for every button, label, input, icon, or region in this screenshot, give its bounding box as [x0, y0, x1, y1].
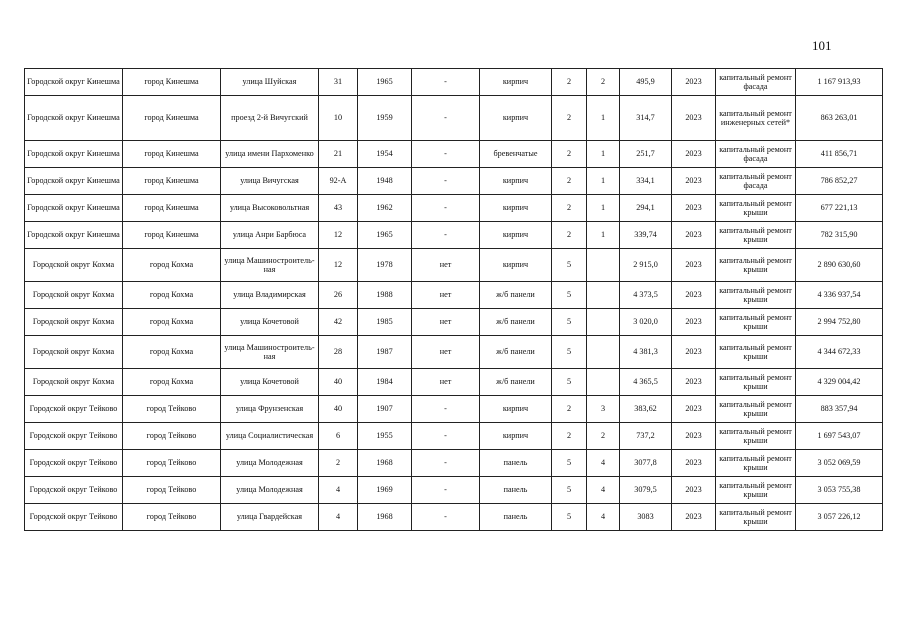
entrances-cell: 2	[587, 69, 620, 96]
city-cell: город Кинешма	[123, 222, 221, 249]
build-year-cell: 1954	[358, 141, 412, 168]
city-cell: город Кохма	[123, 336, 221, 369]
area-cell: 3077,8	[620, 450, 672, 477]
house-number-cell: 21	[319, 141, 358, 168]
flag-cell: -	[412, 195, 480, 222]
table-row	[25, 69, 883, 96]
street-cell: улица Машиностроитель-ная	[221, 249, 319, 282]
wall-material-cell: бревенчатые	[480, 141, 552, 168]
cost-cell: 863 263,01	[796, 96, 883, 141]
plan-year-cell: 2023	[672, 504, 716, 531]
street-cell: улица имени Пархоменко	[221, 141, 319, 168]
entrances-cell: 4	[587, 450, 620, 477]
house-number-cell: 6	[319, 423, 358, 450]
build-year-cell: 1987	[358, 336, 412, 369]
cost-cell: 4 329 004,42	[796, 369, 883, 396]
build-year-cell: 1968	[358, 450, 412, 477]
street-cell: улица Молодежная	[221, 450, 319, 477]
house-number-cell: 26	[319, 282, 358, 309]
table-row	[25, 450, 883, 477]
district-cell: Городской округ Тейково	[25, 504, 123, 531]
table-row	[25, 504, 883, 531]
plan-year-cell: 2023	[672, 96, 716, 141]
table-row	[25, 96, 883, 141]
floors-cell: 5	[552, 450, 587, 477]
flag-cell: нет	[412, 369, 480, 396]
plan-year-cell: 2023	[672, 450, 716, 477]
wall-material-cell: панель	[480, 504, 552, 531]
floors-cell: 5	[552, 477, 587, 504]
flag-cell: -	[412, 96, 480, 141]
table-row	[25, 336, 883, 369]
work-type-cell: капитальный ремонт фасада	[716, 69, 796, 96]
flag-cell: -	[412, 141, 480, 168]
area-cell: 4 373,5	[620, 282, 672, 309]
district-cell: Городской округ Кинешма	[25, 141, 123, 168]
street-cell: улица Молодежная	[221, 477, 319, 504]
build-year-cell: 1907	[358, 396, 412, 423]
district-cell: Городской округ Кохма	[25, 369, 123, 396]
table-row	[25, 282, 883, 309]
wall-material-cell: кирпич	[480, 195, 552, 222]
floors-cell: 2	[552, 96, 587, 141]
cost-cell: 883 357,94	[796, 396, 883, 423]
area-cell: 495,9	[620, 69, 672, 96]
area-cell: 3 020,0	[620, 309, 672, 336]
build-year-cell: 1965	[358, 222, 412, 249]
street-cell: улица Машиностроитель-ная	[221, 336, 319, 369]
plan-year-cell: 2023	[672, 477, 716, 504]
entrances-cell: 1	[587, 141, 620, 168]
flag-cell: нет	[412, 249, 480, 282]
entrances-cell	[587, 282, 620, 309]
table-row	[25, 309, 883, 336]
district-cell: Городской округ Кинешма	[25, 168, 123, 195]
house-number-cell: 4	[319, 504, 358, 531]
build-year-cell: 1968	[358, 504, 412, 531]
build-year-cell: 1948	[358, 168, 412, 195]
wall-material-cell: кирпич	[480, 249, 552, 282]
district-cell: Городской округ Кинешма	[25, 195, 123, 222]
city-cell: город Тейково	[123, 477, 221, 504]
entrances-cell	[587, 249, 620, 282]
plan-year-cell: 2023	[672, 423, 716, 450]
street-cell: улица Кочетовой	[221, 309, 319, 336]
street-cell: улица Шуйская	[221, 69, 319, 96]
house-number-cell: 12	[319, 222, 358, 249]
floors-cell: 5	[552, 369, 587, 396]
flag-cell: -	[412, 222, 480, 249]
city-cell: город Кинешма	[123, 195, 221, 222]
cost-cell: 786 852,27	[796, 168, 883, 195]
house-number-cell: 2	[319, 450, 358, 477]
plan-year-cell: 2023	[672, 309, 716, 336]
district-cell: Городской округ Кохма	[25, 336, 123, 369]
house-number-cell: 42	[319, 309, 358, 336]
build-year-cell: 1985	[358, 309, 412, 336]
floors-cell: 2	[552, 396, 587, 423]
wall-material-cell: ж/б панели	[480, 369, 552, 396]
entrances-cell: 1	[587, 96, 620, 141]
table-row	[25, 141, 883, 168]
district-cell: Городской округ Кинешма	[25, 222, 123, 249]
flag-cell: -	[412, 396, 480, 423]
cost-cell: 2 890 630,60	[796, 249, 883, 282]
wall-material-cell: ж/б панели	[480, 309, 552, 336]
cost-cell: 4 336 937,54	[796, 282, 883, 309]
entrances-cell	[587, 309, 620, 336]
work-type-cell: капитальный ремонт крыши	[716, 249, 796, 282]
city-cell: город Кинешма	[123, 168, 221, 195]
entrances-cell	[587, 336, 620, 369]
wall-material-cell: панель	[480, 477, 552, 504]
floors-cell: 5	[552, 309, 587, 336]
entrances-cell: 4	[587, 504, 620, 531]
housing-repair-table	[24, 68, 883, 531]
area-cell: 383,62	[620, 396, 672, 423]
area-cell: 294,1	[620, 195, 672, 222]
work-type-cell: капитальный ремонт крыши	[716, 195, 796, 222]
district-cell: Городской округ Кохма	[25, 309, 123, 336]
plan-year-cell: 2023	[672, 168, 716, 195]
cost-cell: 1 167 913,93	[796, 69, 883, 96]
house-number-cell: 40	[319, 369, 358, 396]
flag-cell: -	[412, 69, 480, 96]
wall-material-cell: кирпич	[480, 423, 552, 450]
entrances-cell: 3	[587, 396, 620, 423]
floors-cell: 5	[552, 282, 587, 309]
entrances-cell: 2	[587, 423, 620, 450]
cost-cell: 1 697 543,07	[796, 423, 883, 450]
entrances-cell: 1	[587, 195, 620, 222]
work-type-cell: капитальный ремонт крыши	[716, 423, 796, 450]
area-cell: 339,74	[620, 222, 672, 249]
floors-cell: 2	[552, 222, 587, 249]
wall-material-cell: кирпич	[480, 96, 552, 141]
wall-material-cell: кирпич	[480, 396, 552, 423]
street-cell: улица Кочетовой	[221, 369, 319, 396]
work-type-cell: капитальный ремонт крыши	[716, 222, 796, 249]
cost-cell: 782 315,90	[796, 222, 883, 249]
build-year-cell: 1955	[358, 423, 412, 450]
area-cell: 4 365,5	[620, 369, 672, 396]
floors-cell: 2	[552, 195, 587, 222]
work-type-cell: капитальный ремонт крыши	[716, 477, 796, 504]
flag-cell: -	[412, 168, 480, 195]
build-year-cell: 1969	[358, 477, 412, 504]
cost-cell: 677 221,13	[796, 195, 883, 222]
floors-cell: 2	[552, 69, 587, 96]
table-row	[25, 477, 883, 504]
floors-cell: 2	[552, 168, 587, 195]
build-year-cell: 1988	[358, 282, 412, 309]
work-type-cell: капитальный ремонт крыши	[716, 369, 796, 396]
cost-cell: 4 344 672,33	[796, 336, 883, 369]
city-cell: город Тейково	[123, 423, 221, 450]
flag-cell: нет	[412, 282, 480, 309]
plan-year-cell: 2023	[672, 141, 716, 168]
wall-material-cell: ж/б панели	[480, 336, 552, 369]
page-number: 101	[812, 38, 832, 53]
wall-material-cell: ж/б панели	[480, 282, 552, 309]
cost-cell: 3 052 069,59	[796, 450, 883, 477]
work-type-cell: капитальный ремонт фасада	[716, 141, 796, 168]
street-cell: проезд 2-й Вичугский	[221, 96, 319, 141]
area-cell: 737,2	[620, 423, 672, 450]
flag-cell: -	[412, 477, 480, 504]
area-cell: 314,7	[620, 96, 672, 141]
work-type-cell: капитальный ремонт крыши	[716, 309, 796, 336]
work-type-cell: капитальный ремонт крыши	[716, 396, 796, 423]
build-year-cell: 1959	[358, 96, 412, 141]
work-type-cell: капитальный ремонт инженерных сетей*	[716, 96, 796, 141]
table-body	[25, 69, 883, 531]
table-row	[25, 222, 883, 249]
wall-material-cell: кирпич	[480, 168, 552, 195]
street-cell: улица Высоковольтная	[221, 195, 319, 222]
floors-cell: 5	[552, 504, 587, 531]
city-cell: город Кохма	[123, 249, 221, 282]
street-cell: улица Анри Барбюса	[221, 222, 319, 249]
city-cell: город Кинешма	[123, 96, 221, 141]
area-cell: 334,1	[620, 168, 672, 195]
house-number-cell: 12	[319, 249, 358, 282]
floors-cell: 2	[552, 423, 587, 450]
street-cell: улица Вичугская	[221, 168, 319, 195]
floors-cell: 5	[552, 249, 587, 282]
wall-material-cell: кирпич	[480, 69, 552, 96]
build-year-cell: 1978	[358, 249, 412, 282]
district-cell: Городской округ Тейково	[25, 450, 123, 477]
plan-year-cell: 2023	[672, 369, 716, 396]
floors-cell: 2	[552, 141, 587, 168]
city-cell: город Тейково	[123, 504, 221, 531]
district-cell: Городской округ Кохма	[25, 282, 123, 309]
area-cell: 3079,5	[620, 477, 672, 504]
street-cell: улица Фрунзенская	[221, 396, 319, 423]
street-cell: улица Социалистическая	[221, 423, 319, 450]
city-cell: город Кинешма	[123, 69, 221, 96]
city-cell: город Тейково	[123, 396, 221, 423]
cost-cell: 2 994 752,80	[796, 309, 883, 336]
house-number-cell: 31	[319, 69, 358, 96]
house-number-cell: 92-А	[319, 168, 358, 195]
flag-cell: -	[412, 450, 480, 477]
area-cell: 251,7	[620, 141, 672, 168]
floors-cell: 5	[552, 336, 587, 369]
district-cell: Городской округ Тейково	[25, 423, 123, 450]
district-cell: Городской округ Кинешма	[25, 96, 123, 141]
entrances-cell: 1	[587, 222, 620, 249]
plan-year-cell: 2023	[672, 336, 716, 369]
wall-material-cell: кирпич	[480, 222, 552, 249]
table-row	[25, 195, 883, 222]
table-row	[25, 249, 883, 282]
house-number-cell: 4	[319, 477, 358, 504]
table-row	[25, 396, 883, 423]
work-type-cell: капитальный ремонт фасада	[716, 168, 796, 195]
plan-year-cell: 2023	[672, 249, 716, 282]
city-cell: город Тейково	[123, 450, 221, 477]
city-cell: город Кохма	[123, 369, 221, 396]
city-cell: город Кохма	[123, 282, 221, 309]
city-cell: город Кинешма	[123, 141, 221, 168]
plan-year-cell: 2023	[672, 396, 716, 423]
work-type-cell: капитальный ремонт крыши	[716, 504, 796, 531]
area-cell: 4 381,3	[620, 336, 672, 369]
area-cell: 3083	[620, 504, 672, 531]
house-number-cell: 10	[319, 96, 358, 141]
flag-cell: нет	[412, 336, 480, 369]
district-cell: Городской округ Кинешма	[25, 69, 123, 96]
build-year-cell: 1962	[358, 195, 412, 222]
cost-cell: 3 057 226,12	[796, 504, 883, 531]
district-cell: Городской округ Кохма	[25, 249, 123, 282]
table-row	[25, 369, 883, 396]
plan-year-cell: 2023	[672, 69, 716, 96]
entrances-cell	[587, 369, 620, 396]
area-cell: 2 915,0	[620, 249, 672, 282]
table-row	[25, 168, 883, 195]
cost-cell: 411 856,71	[796, 141, 883, 168]
cost-cell: 3 053 755,38	[796, 477, 883, 504]
city-cell: город Кохма	[123, 309, 221, 336]
wall-material-cell: панель	[480, 450, 552, 477]
street-cell: улица Гвардейская	[221, 504, 319, 531]
street-cell: улица Владимирская	[221, 282, 319, 309]
flag-cell: нет	[412, 309, 480, 336]
district-cell: Городской округ Тейково	[25, 477, 123, 504]
work-type-cell: капитальный ремонт крыши	[716, 282, 796, 309]
house-number-cell: 43	[319, 195, 358, 222]
plan-year-cell: 2023	[672, 222, 716, 249]
build-year-cell: 1984	[358, 369, 412, 396]
plan-year-cell: 2023	[672, 195, 716, 222]
build-year-cell: 1965	[358, 69, 412, 96]
district-cell: Городской округ Тейково	[25, 396, 123, 423]
work-type-cell: капитальный ремонт крыши	[716, 450, 796, 477]
entrances-cell: 4	[587, 477, 620, 504]
flag-cell: -	[412, 423, 480, 450]
flag-cell: -	[412, 504, 480, 531]
plan-year-cell: 2023	[672, 282, 716, 309]
house-number-cell: 28	[319, 336, 358, 369]
table-row	[25, 423, 883, 450]
work-type-cell: капитальный ремонт крыши	[716, 336, 796, 369]
house-number-cell: 40	[319, 396, 358, 423]
entrances-cell: 1	[587, 168, 620, 195]
